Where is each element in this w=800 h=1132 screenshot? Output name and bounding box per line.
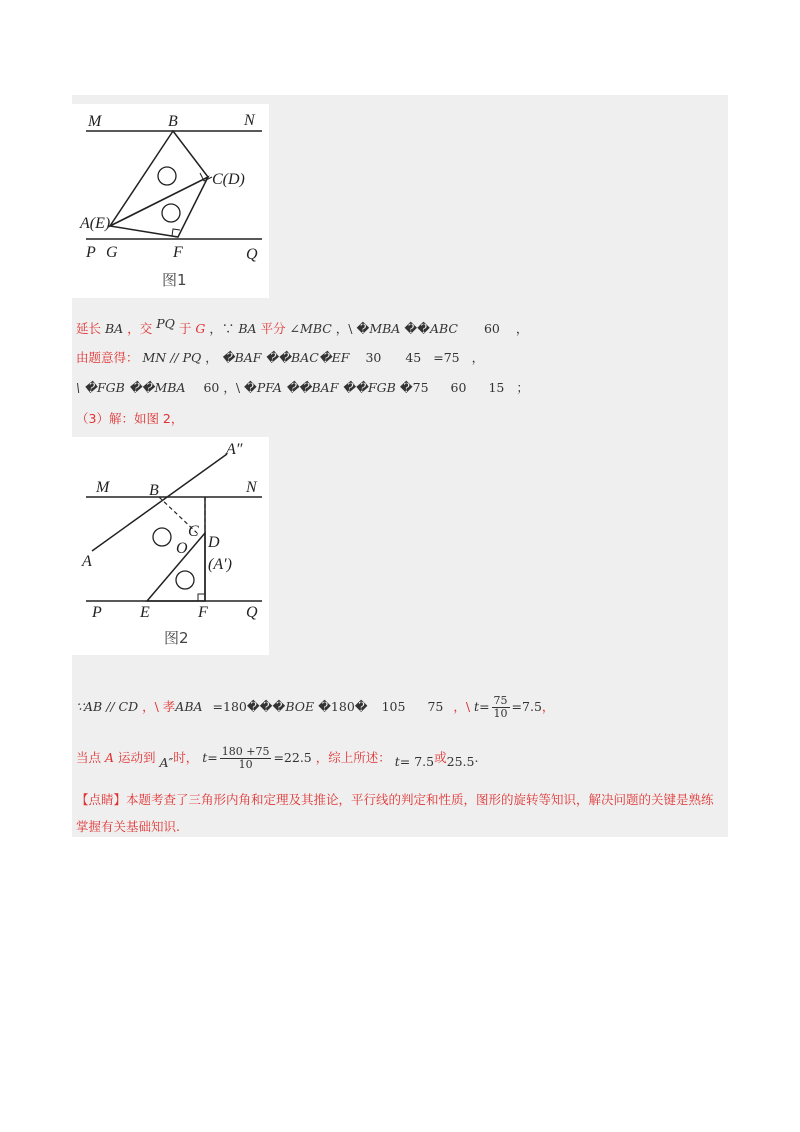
label-a: A — [82, 553, 92, 570]
math-expr: ∠MBC — [289, 321, 332, 336]
hole-2 — [162, 204, 180, 222]
number: 30 — [365, 350, 382, 365]
solution-line-4 — [76, 411, 183, 427]
text: 时， — [173, 750, 199, 765]
hole-2 — [176, 571, 194, 589]
hole-1 — [158, 167, 176, 185]
figure-1 — [72, 104, 269, 298]
text: ， — [471, 350, 485, 365]
text: 于 — [178, 321, 192, 336]
key-point-text: 本题考查了三角形内角和定理及其推论，平行线的判定和性质，图形的旋转等知识，解决问题的关键是熟练掌握有关基础知识. — [76, 792, 714, 834]
figure-2 — [72, 437, 269, 655]
text: ， — [515, 321, 529, 336]
math-expr: t — [394, 754, 400, 769]
label-m: M — [88, 113, 102, 130]
text: 或 — [434, 750, 447, 765]
label-c-d: C(D) — [212, 171, 245, 188]
number: = 7.5 — [399, 754, 435, 769]
label-a-double-prime: A″ — [226, 441, 243, 458]
line-a-a2 — [92, 454, 227, 551]
text: �180� — [318, 699, 368, 714]
figure-2-caption: 图2 — [164, 629, 189, 647]
number: 25.5 — [446, 754, 475, 769]
label-f: F — [198, 604, 208, 621]
fraction — [492, 695, 510, 720]
text: ，\ � — [335, 321, 370, 336]
text: ，\ � — [223, 380, 257, 395]
number: =7.5 — [511, 699, 542, 714]
text: ，\ 孝 — [142, 699, 176, 714]
numerator: 180 +75 — [221, 745, 270, 758]
solution-line-3 — [76, 380, 529, 396]
text: 由题意得： — [76, 350, 139, 365]
solution-line-2 — [76, 350, 484, 366]
label-q: Q — [246, 246, 258, 263]
number: 15 — [488, 380, 505, 395]
number: 60 — [203, 380, 220, 395]
text: . — [474, 750, 479, 765]
solution-line-1 — [76, 316, 529, 337]
denominator: 10 — [493, 707, 508, 720]
label-d: D — [208, 534, 220, 551]
number: 75 — [427, 699, 444, 714]
label-f: F — [173, 244, 183, 261]
numerator: 75 — [493, 694, 508, 707]
label-q: Q — [246, 604, 258, 621]
math-expr: ABA — [175, 699, 203, 714]
number: 45 — [405, 350, 422, 365]
solution-line-6 — [76, 743, 478, 773]
number: =75 — [433, 350, 460, 365]
math-expr: BOE — [285, 699, 315, 714]
math-expr: t — [474, 699, 480, 714]
math-expr: PQ — [156, 316, 175, 331]
math-expr: MBA — [369, 321, 401, 336]
number: =22.5 — [273, 750, 312, 765]
solution-line-5 — [76, 692, 554, 722]
text: ，综上所述： — [315, 750, 391, 765]
text: 平分 — [260, 321, 286, 336]
text: 当点 — [76, 750, 102, 765]
text: （3）解：如图 2， — [76, 411, 184, 426]
math-expr: PFA ��BAF ��FGB — [256, 380, 396, 395]
text: ，∵ — [209, 321, 235, 336]
key-point-paragraph — [76, 786, 726, 840]
text: ， — [205, 350, 218, 365]
number: 105 — [381, 699, 406, 714]
hole-1 — [153, 528, 171, 546]
fraction — [220, 746, 272, 771]
label-b: B — [149, 482, 159, 499]
text: = — [207, 750, 218, 765]
label-g: G — [106, 244, 118, 261]
denominator: 10 — [238, 758, 253, 771]
text: ，\ — [453, 699, 471, 714]
label-a-e: A(E) — [80, 215, 111, 232]
figure-1-caption: 图1 — [162, 271, 187, 289]
number: �75 — [399, 380, 429, 395]
label-c: C — [188, 523, 199, 540]
label-p: P — [86, 244, 96, 261]
label-a-prime: (A′) — [208, 556, 232, 573]
label-o: O — [176, 540, 188, 557]
math-expr: ABC — [429, 321, 458, 336]
right-angle-f — [198, 594, 205, 601]
figure-1-diagram — [72, 104, 269, 298]
label-e: E — [140, 604, 150, 621]
figure-2-diagram — [72, 437, 269, 655]
text: ，交 — [127, 321, 153, 336]
math-expr: �BAF ��BAC�EF — [221, 350, 350, 365]
math-expr: G — [195, 321, 206, 336]
text: =180��� — [212, 699, 286, 714]
number: 60 — [450, 380, 467, 395]
text: ， — [541, 699, 555, 714]
label-n: N — [244, 112, 255, 129]
label-m: M — [96, 479, 110, 496]
math-expr: BA — [238, 321, 257, 336]
math-expr: MN // PQ — [142, 350, 202, 365]
text: 延长 — [76, 321, 102, 336]
text: ； — [516, 380, 529, 395]
math-expr: A″ — [159, 755, 174, 770]
label-p: P — [92, 604, 102, 621]
math-expr: \ �FGB ��MBA — [76, 380, 186, 395]
key-point-tag: 【点睛】 — [76, 792, 127, 807]
text: �� — [404, 321, 430, 336]
triangle-def — [110, 177, 208, 237]
text: = — [479, 699, 490, 714]
text: 运动到 — [118, 750, 156, 765]
math-expr: A — [105, 750, 115, 765]
label-b: B — [168, 113, 178, 130]
math-expr: BA — [105, 321, 124, 336]
math-expr: t — [202, 750, 208, 765]
math-expr: ∵AB // CD — [76, 699, 139, 714]
label-n: N — [246, 479, 257, 496]
number: 60 — [483, 321, 500, 336]
